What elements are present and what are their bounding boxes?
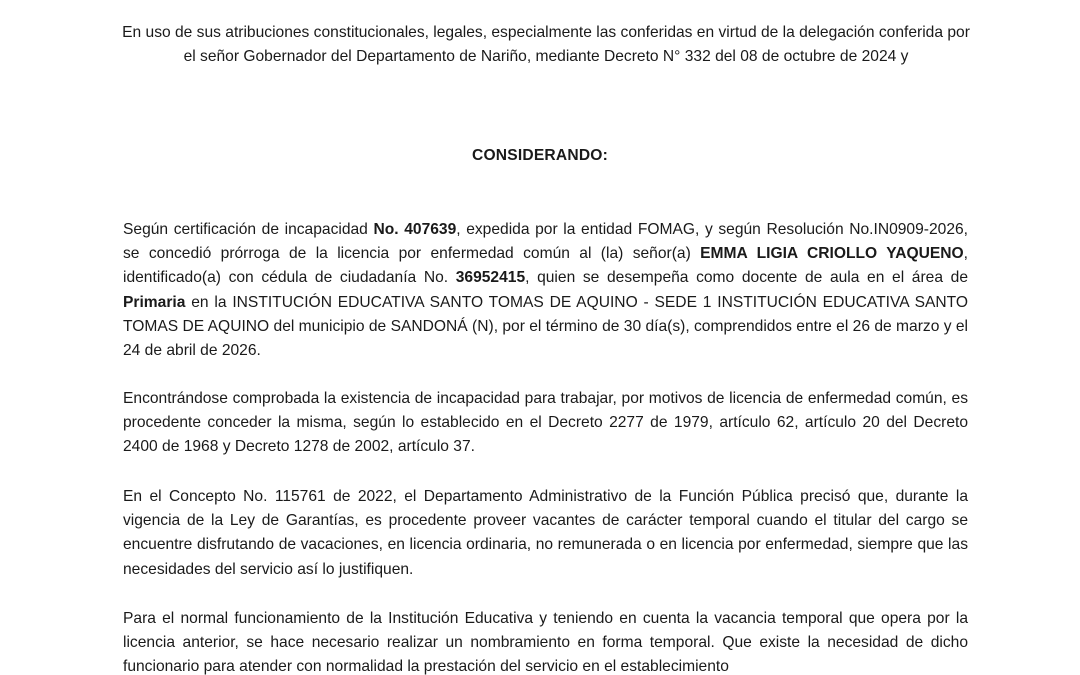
teaching-area: Primaria (123, 293, 186, 311)
p1-text-1: Según certificación de incapacidad (123, 221, 374, 238)
p1-text-4: , quien se desempeña como docente de aula en el área de (525, 269, 968, 287)
cedula-number: 36952415 (455, 269, 526, 287)
p1-text-3: , identificado(a) con cédula de ciudadanía No. (123, 245, 968, 287)
paragraph-legal-basis: Encontrándose comprobada la existencia de incapacidad para trabajar, por motivos de licencia de enfermedad común, es procedente conceder la misma, según lo establecido en el Decreto 2277 de 1979, artículo 62, artículo 20 del Decreto 2400 de 1968 y Decreto 1278 de 2002, artículo 37. (123, 390, 968, 456)
paragraph-incapacity-certification (123, 218, 968, 363)
paragraph-concept: En el Concepto No. 115761 de 2022, el Departamento Administrativo de la Función Pública precisó que, durante la vigencia de la Ley de Garantías, es procedente proveer vacantes de carácter temporal cuando el titular del cargo se encuentre disfrutando de vacaciones, en licencia ordinaria, no remunerada o en licencia por enfermedad, siempre que las necesidades del servicio así lo justifiquen. (123, 488, 968, 578)
paragraph-temporary-appointment: Para el normal funcionamiento de la Institución Educativa y teniendo en cuenta la vacancia temporal que opera por la licencia anterior, se hace necesario realizar un nombramiento en forma temporal. Que existe la necesidad de dicho funcionario para atender con normalidad la prestación del servicio en el establecimiento (123, 610, 968, 675)
employee-name: EMMA LIGIA CRIOLLO YAQUENO (700, 245, 964, 263)
p1-text-2: , expedida por la entidad FOMAG, y según Resolución No.IN0909-2026, se concedió prórroga de la licencia por enfermedad común al (la) señor(a) (123, 221, 968, 263)
p1-text-5: en la INSTITUCIÓN EDUCATIVA SANTO TOMAS DE AQUINO - SEDE 1 INSTITUCIÓN EDUCATIVA SANTO TOMAS DE AQUINO del municipio de SANDONÁ (N), por el término de 30 día(s), comprendidos entre el 26 de marzo y el 24 de abril de 2026. (123, 293, 968, 360)
certification-number: No. 407639 (373, 221, 457, 238)
intro-paragraph: En uso de sus atribuciones constitucionales, legales, especialmente las conferidas en virtud de la delegación conferida por el señor Gobernador del Departamento de Nariño, mediante Decreto N° 332 del 08 de octubre de 2024 y (122, 24, 970, 66)
section-heading: CONSIDERANDO: (471, 147, 608, 164)
